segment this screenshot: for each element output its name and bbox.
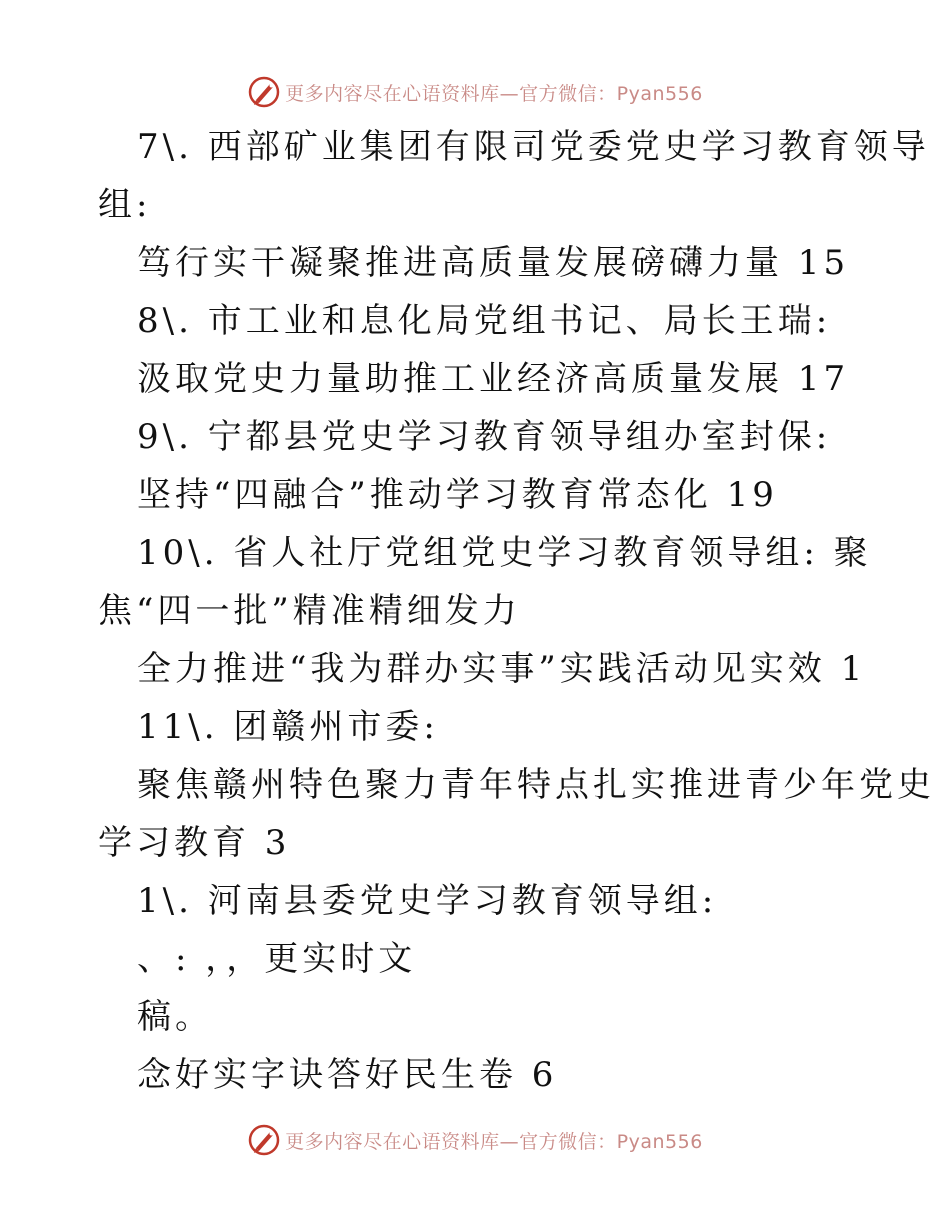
text-line: 聚焦赣州特色聚力青年特点扎实推进青少年党史	[137, 765, 935, 805]
text-line: 9\. 宁都县党史学习教育领导组办室封保:	[137, 417, 832, 457]
text-line: 坚持“四融合”推动学习教育常态化 19	[137, 475, 778, 515]
footer-watermark	[0, 1120, 950, 1160]
text-line: 组:	[98, 185, 152, 225]
text-line: 学习教育 3	[98, 823, 291, 863]
pen-logo-icon	[247, 75, 281, 109]
text-line: 11\. 团赣州市委:	[137, 707, 439, 747]
watermark-text: 更多内容尽在心语资料库—官方微信：Pyan556	[285, 82, 703, 105]
pen-logo-icon	[247, 1123, 281, 1157]
text-line: 笃行实干凝聚推进高质量发展磅礴力量 15	[137, 243, 850, 283]
header-watermark	[0, 72, 950, 112]
text-line: 、: ，，更实时文	[137, 939, 417, 979]
text-line: 8\. 市工业和息化局党组书记、局长王瑞:	[137, 301, 832, 341]
text-line: 10\. 省人社厅党组党史学习教育领导组: 聚	[137, 533, 872, 573]
text-line: 1\. 河南县委党史学习教育领导组:	[137, 881, 718, 921]
text-line: 稿。	[137, 997, 213, 1037]
text-line: 汲取党史力量助推工业经济高质量发展 17	[137, 359, 850, 399]
text-line: 焦“四一批”精准精细发力	[98, 591, 521, 631]
text-line: 7\. 西部矿业集团有限司党委党史学习教育领导	[137, 127, 930, 167]
watermark-text: 更多内容尽在心语资料库—官方微信：Pyan556	[285, 1130, 703, 1153]
text-line: 念好实字诀答好民生卷 6	[137, 1055, 558, 1095]
text-line: 全力推进“我为群办实事”实践活动见实效 1	[137, 649, 867, 689]
